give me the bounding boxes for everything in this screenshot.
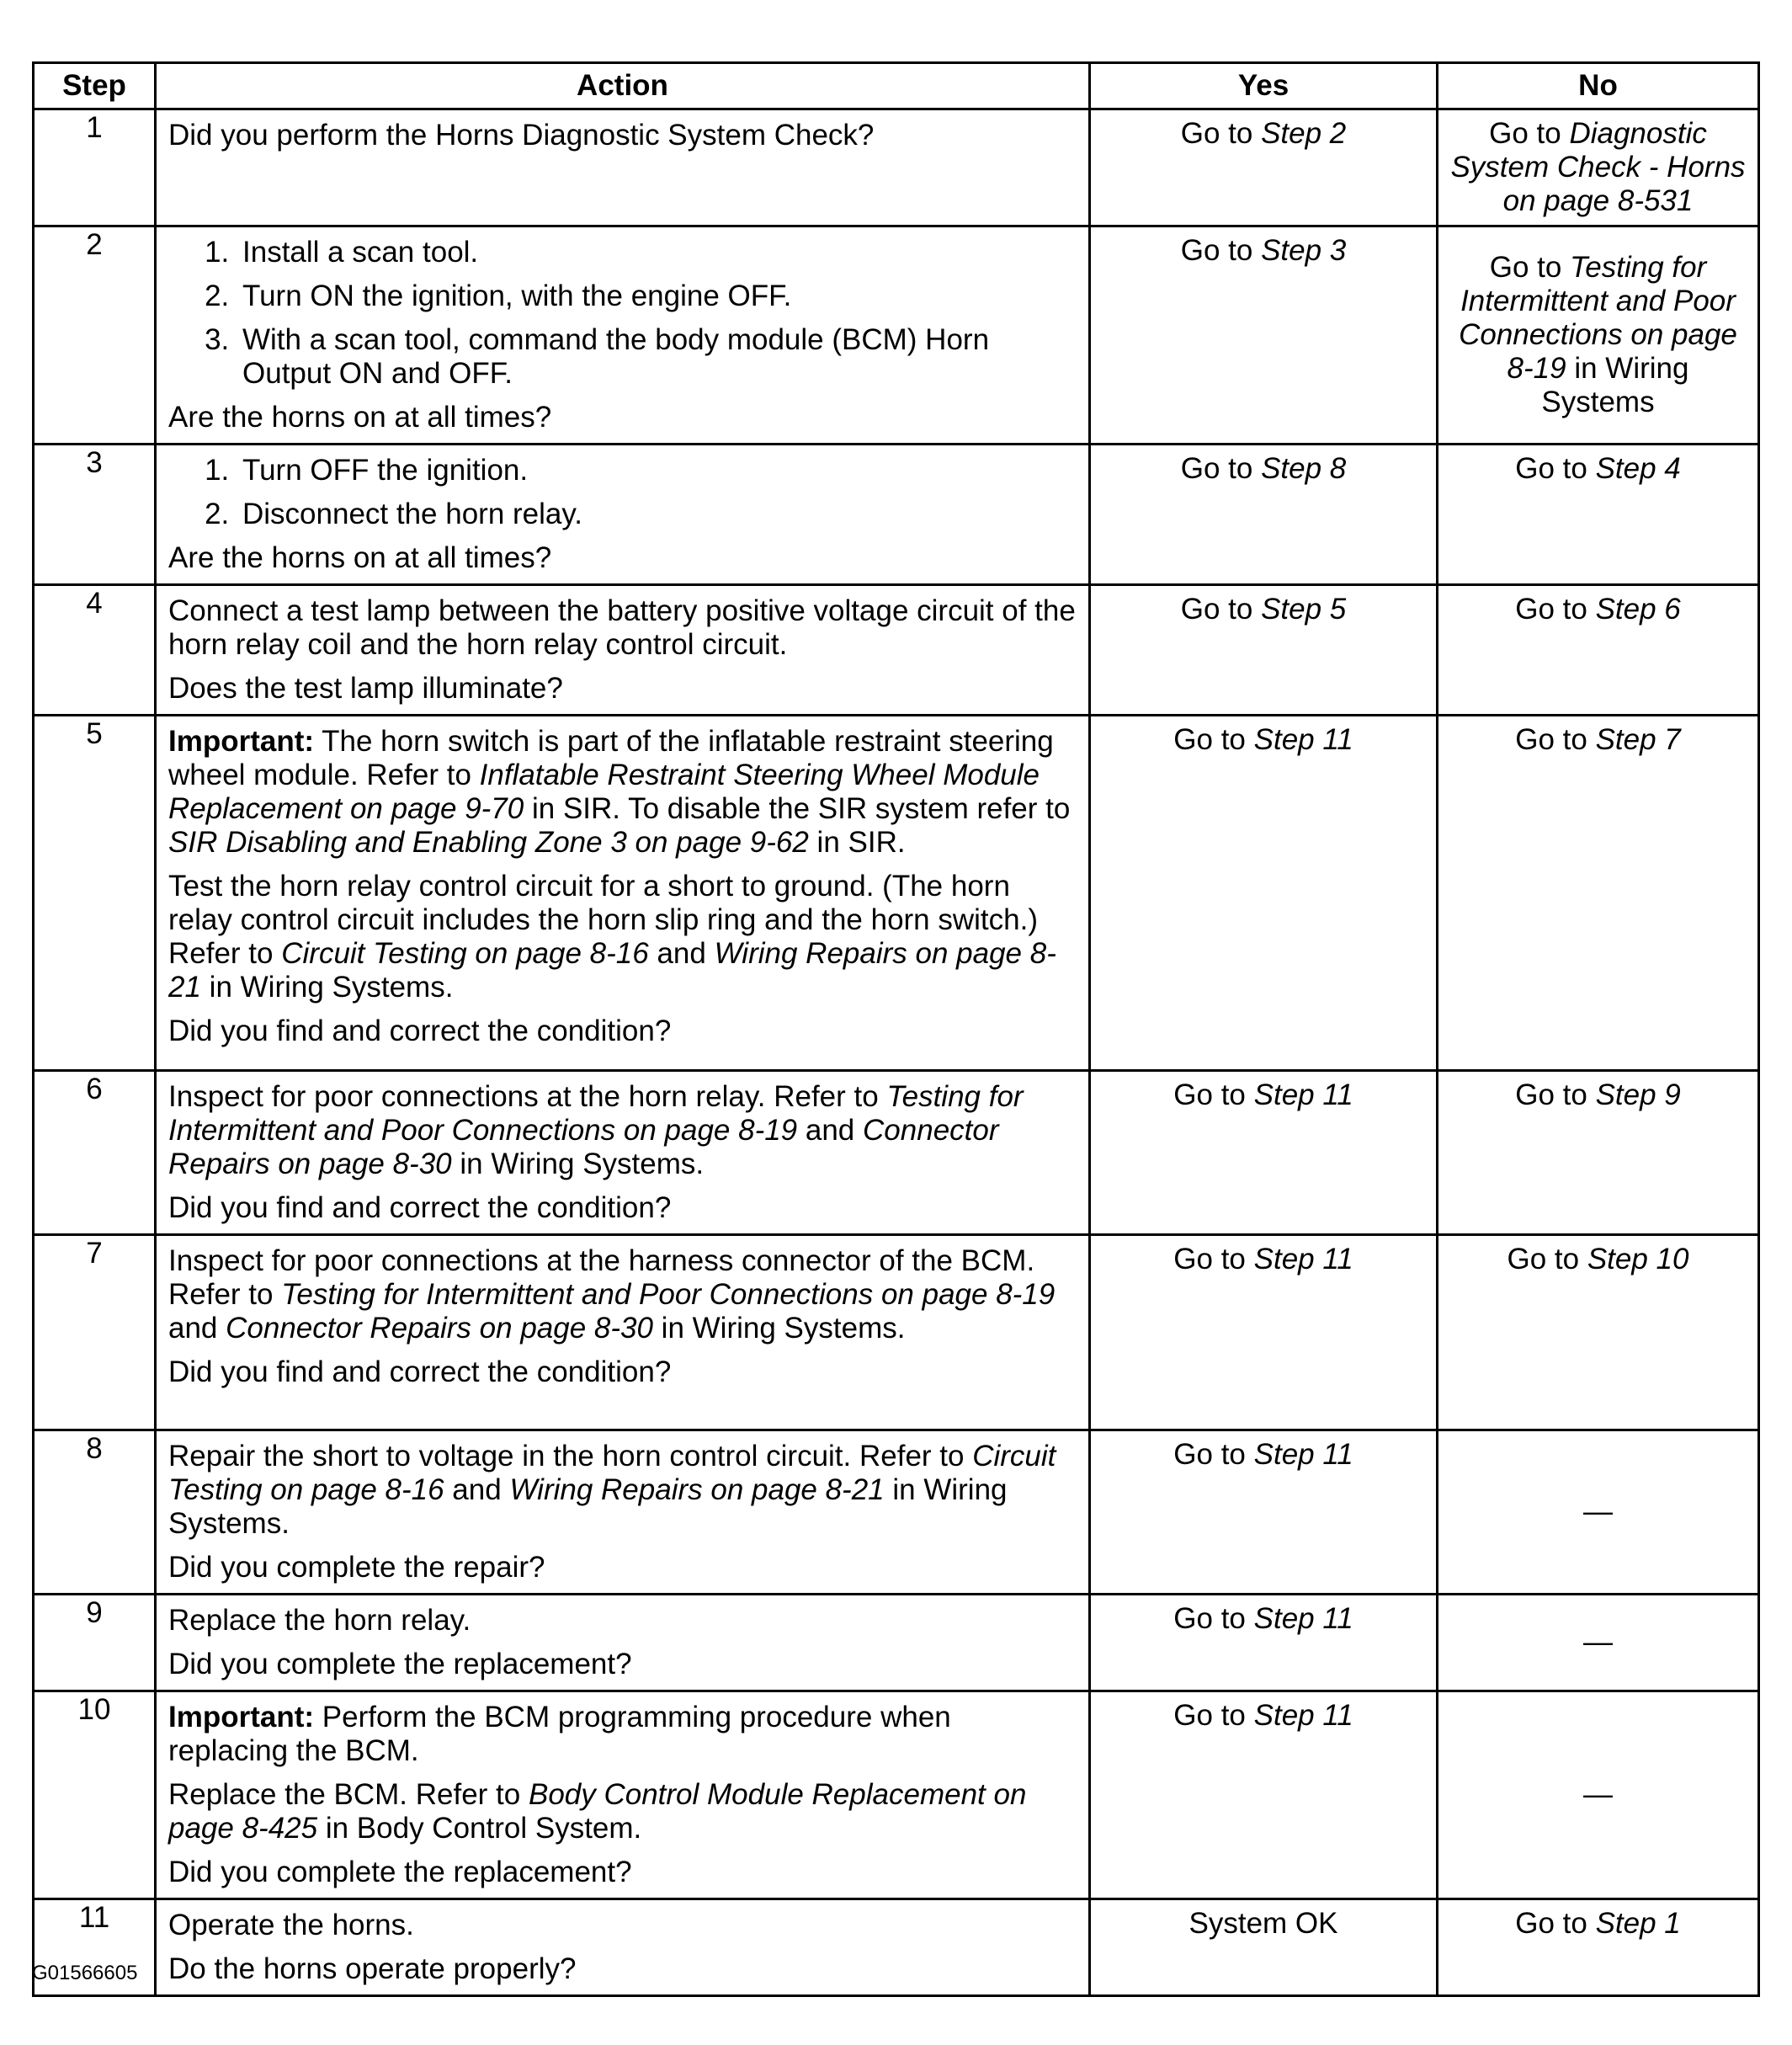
- yes-cell: [1090, 1430, 1438, 1595]
- yes-step-ref: Step 11: [1253, 1078, 1353, 1111]
- no-text: in Wiring Systems: [1541, 352, 1689, 418]
- yes-text: Go to: [1180, 452, 1262, 485]
- action-cell: [156, 716, 1090, 1071]
- action-text-span: Inspect for poor connections at the harness connector of the BCM. Refer to: [168, 1244, 1035, 1311]
- action-paragraph: [168, 1080, 1077, 1181]
- action-text-span: Connect a test lamp between the battery positive voltage circuit of the horn relay coil and the horn relay control circuit.: [168, 594, 1076, 661]
- yes-cell: [1090, 585, 1438, 716]
- yes-cell: [1090, 1899, 1438, 1996]
- action-text-span: Replace the horn relay.: [168, 1604, 471, 1637]
- yes-cell: [1090, 109, 1438, 226]
- table-row: [34, 716, 1759, 1071]
- reference-link-text: Wiring Repairs on page 8-21: [509, 1473, 885, 1506]
- substep-list: [168, 236, 1077, 391]
- table-row: [34, 1899, 1759, 1996]
- step-number: 11: [34, 1899, 156, 1996]
- no-text: Go to: [1489, 117, 1570, 150]
- action-text-span: Operate the horns.: [168, 1909, 414, 1941]
- reference-link-text: Connector Repairs on page 8-30: [168, 1114, 999, 1180]
- yes-text: Go to: [1173, 1078, 1254, 1111]
- no-step-ref: Testing for Intermittent and Poor Connections on page 8-19: [1459, 251, 1737, 385]
- table-row: [34, 1235, 1759, 1430]
- action-paragraph: [168, 1909, 1077, 1942]
- step-number: 4: [34, 585, 156, 716]
- yes-step-ref: Step 5: [1261, 593, 1347, 626]
- question-text: Did you complete the replacement?: [168, 1648, 632, 1680]
- action-text-span: in Wiring Systems.: [200, 971, 454, 1004]
- question-text: Did you complete the repair?: [168, 1551, 545, 1584]
- step-number: 5: [34, 716, 156, 1071]
- reference-link-text: Inflatable Restraint Steering Wheel Module Replacement on page 9-70: [168, 759, 1040, 825]
- action-paragraph: [168, 870, 1077, 1004]
- action-text-span: Inspect for poor connections at the horn relay. Refer to: [168, 1080, 887, 1113]
- question-text: Did you find and correct the condition?: [168, 1015, 672, 1047]
- yes-cell: [1090, 445, 1438, 585]
- substep-list: [168, 454, 1077, 531]
- diagnostic-steps-table: [32, 61, 1760, 1997]
- action-text-span: Repair the short to voltage in the horn control circuit. Refer to: [168, 1440, 973, 1473]
- no-text: Go to: [1515, 1907, 1596, 1940]
- no-step-ref: Step 9: [1595, 1078, 1681, 1111]
- no-step-ref: Step 10: [1587, 1243, 1689, 1275]
- yes-text: Go to: [1173, 1438, 1254, 1471]
- no-cell: [1438, 1430, 1759, 1595]
- action-cell: [156, 1235, 1090, 1430]
- action-cell: [156, 445, 1090, 585]
- yes-step-ref: Step 8: [1261, 452, 1347, 485]
- action-cell: [156, 585, 1090, 716]
- question-text: Do the horns operate properly?: [168, 1952, 577, 1985]
- action-text-span: Replace the BCM. Refer to: [168, 1778, 529, 1811]
- action-text-span: in SIR. To disable the SIR system refer to: [524, 792, 1071, 825]
- action-cell: [156, 1430, 1090, 1595]
- yes-text: Go to: [1173, 1699, 1254, 1732]
- no-text: Go to: [1507, 1243, 1587, 1275]
- yes-text: Go to: [1180, 593, 1262, 626]
- substep-item: 1. Install a scan tool.: [237, 236, 1077, 269]
- action-text-span: and: [168, 1312, 226, 1345]
- yes-step-ref: Step 11: [1253, 1243, 1353, 1275]
- reference-link-text: Wiring Repairs on page 8-21: [168, 937, 1056, 1004]
- action-cell: [156, 1899, 1090, 1996]
- yes-step-ref: Step 11: [1253, 1699, 1353, 1732]
- action-text-span: in Wiring Systems.: [168, 1473, 1008, 1540]
- step-number: 9: [34, 1595, 156, 1691]
- action-text-span: Important:: [168, 1701, 315, 1733]
- action-text-span: in SIR.: [808, 826, 906, 859]
- diagnostic-table-document: [32, 61, 1757, 1997]
- no-text: —: [1583, 1626, 1613, 1659]
- yes-text: Go to: [1173, 723, 1254, 756]
- no-text: Go to: [1515, 593, 1596, 626]
- yes-text: System OK: [1188, 1907, 1338, 1940]
- action-text-span: in Body Control System.: [317, 1812, 642, 1845]
- yes-text: Go to: [1173, 1602, 1254, 1635]
- table-row: [34, 1430, 1759, 1595]
- action-text-span: in Wiring Systems.: [652, 1312, 906, 1345]
- action-text-span: and: [444, 1473, 510, 1506]
- header-yes: Yes: [1090, 63, 1438, 109]
- action-text-span: and: [648, 937, 715, 970]
- action-paragraph: [168, 594, 1077, 662]
- table-row: [34, 1595, 1759, 1691]
- header-no: No: [1438, 63, 1759, 109]
- action-paragraph: [168, 725, 1077, 860]
- yes-step-ref: Step 11: [1253, 723, 1353, 756]
- question-text: Did you find and correct the condition?: [168, 1191, 672, 1224]
- substep-item: 3. With a scan tool, command the body module (BCM) Horn Output ON and OFF.: [237, 323, 1077, 391]
- figure-id: G01566605: [32, 1962, 138, 1984]
- action-paragraph: [168, 1244, 1077, 1345]
- reference-link-text: Circuit Testing on page 8-16: [168, 1440, 1056, 1506]
- question-text: Did you find and correct the condition?: [168, 1355, 672, 1388]
- substep-item: 2. Turn ON the ignition, with the engine OFF.: [237, 280, 1077, 313]
- action-cell: [156, 226, 1090, 445]
- no-cell: [1438, 1071, 1759, 1235]
- table-header-row: [34, 63, 1759, 109]
- question-text: Does the test lamp illuminate?: [168, 672, 563, 705]
- yes-cell: [1090, 226, 1438, 445]
- yes-cell: [1090, 1691, 1438, 1899]
- yes-cell: [1090, 1595, 1438, 1691]
- no-cell: [1438, 585, 1759, 716]
- action-text: Did you perform the Horns Diagnostic System Check?: [168, 119, 875, 152]
- reference-link-text: Body Control Module Replacement on page 8-425: [168, 1778, 1027, 1845]
- substep-item: 2. Disconnect the horn relay.: [237, 498, 1077, 531]
- table-row: [34, 226, 1759, 445]
- no-cell: [1438, 716, 1759, 1071]
- action-paragraph: [168, 1604, 1077, 1638]
- action-paragraph: [168, 1701, 1077, 1768]
- reference-link-text: SIR Disabling and Enabling Zone 3 on page 9-62: [168, 826, 809, 859]
- reference-link-text: Circuit Testing on page 8-16: [281, 937, 649, 970]
- action-text-span: and: [797, 1114, 864, 1147]
- step-number: 3: [34, 445, 156, 585]
- no-step-ref: Step 4: [1595, 452, 1681, 485]
- no-text: Go to: [1515, 1078, 1596, 1111]
- step-number: 1: [34, 109, 156, 226]
- step-number: 7: [34, 1235, 156, 1430]
- yes-text: Go to: [1180, 234, 1262, 267]
- yes-text: Go to: [1180, 117, 1262, 150]
- table-row: [34, 1071, 1759, 1235]
- no-step-ref: Step 7: [1595, 723, 1681, 756]
- no-step-ref: Diagnostic System Check - Horns on page 8-531: [1450, 117, 1746, 217]
- substep-item: 1. Turn OFF the ignition.: [237, 454, 1077, 487]
- no-cell: [1438, 1691, 1759, 1899]
- table-row: [34, 109, 1759, 226]
- no-step-ref: Step 6: [1595, 593, 1681, 626]
- no-text: Go to: [1489, 251, 1571, 284]
- action-text-span: in Wiring Systems.: [451, 1148, 705, 1180]
- header-step: Step: [34, 63, 156, 109]
- yes-cell: [1090, 1235, 1438, 1430]
- action-paragraph: [168, 1440, 1077, 1541]
- action-cell: [156, 1595, 1090, 1691]
- question-text: Are the horns on at all times?: [168, 401, 552, 434]
- step-number: 10: [34, 1691, 156, 1899]
- reference-link-text: Testing for Intermittent and Poor Connections on page 8-19: [281, 1278, 1056, 1311]
- yes-step-ref: Step 11: [1253, 1602, 1353, 1635]
- step-number: 8: [34, 1430, 156, 1595]
- question-text: Are the horns on at all times?: [168, 541, 552, 574]
- action-paragraph: [168, 1778, 1077, 1845]
- action-text-span: Important:: [168, 725, 315, 758]
- yes-step-ref: Step 3: [1261, 234, 1347, 267]
- no-text: —: [1583, 1495, 1613, 1528]
- reference-link-text: Connector Repairs on page 8-30: [226, 1312, 653, 1345]
- yes-step-ref: Step 11: [1253, 1438, 1353, 1471]
- yes-cell: [1090, 716, 1438, 1071]
- no-cell: [1438, 1235, 1759, 1430]
- step-number: 6: [34, 1071, 156, 1235]
- yes-text: Go to: [1173, 1243, 1254, 1275]
- table-row: [34, 585, 1759, 716]
- no-cell: [1438, 1595, 1759, 1691]
- question-text: Did you complete the replacement?: [168, 1856, 632, 1888]
- action-text-span: Perform the BCM programming procedure when replacing the BCM.: [168, 1701, 951, 1767]
- no-text: Go to: [1515, 452, 1596, 485]
- yes-step-ref: Step 2: [1261, 117, 1347, 150]
- no-cell: [1438, 226, 1759, 445]
- action-cell: [156, 1691, 1090, 1899]
- action-text-span: The horn switch is part of the inflatable restraint steering wheel module. Refer to: [168, 725, 1054, 791]
- no-step-ref: Step 1: [1595, 1907, 1681, 1940]
- table-row: [34, 1691, 1759, 1899]
- table-row: [34, 445, 1759, 585]
- no-cell: [1438, 445, 1759, 585]
- action-cell: [156, 1071, 1090, 1235]
- reference-link-text: Testing for Intermittent and Poor Connections on page 8-19: [168, 1080, 1024, 1147]
- no-text: Go to: [1515, 723, 1596, 756]
- header-action: Action: [156, 63, 1090, 109]
- step-number: 2: [34, 226, 156, 445]
- no-cell: [1438, 109, 1759, 226]
- action-cell: [156, 109, 1090, 226]
- yes-cell: [1090, 1071, 1438, 1235]
- no-cell: [1438, 1899, 1759, 1996]
- no-text: —: [1583, 1778, 1613, 1811]
- action-text-span: Test the horn relay control circuit for a short to ground. (The horn relay control circuit includes the horn slip ring and the horn switch.) Refer to: [168, 870, 1038, 970]
